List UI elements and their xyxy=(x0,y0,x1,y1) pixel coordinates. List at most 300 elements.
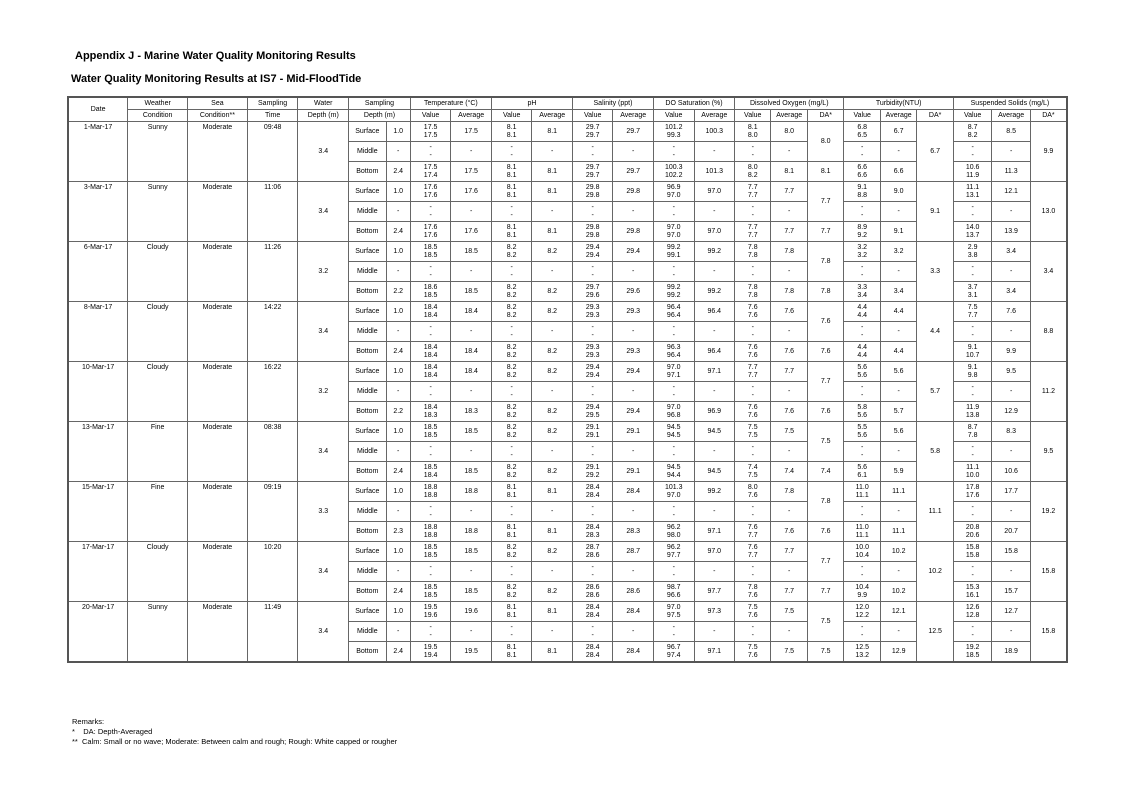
cell-temperature-values-reading: - xyxy=(429,631,432,639)
cell-salinity-values xyxy=(572,522,613,542)
cell-suspended-solids-values-reading: 20.6 xyxy=(965,531,980,539)
cell-suspended-solids-values-reading: 11.1 xyxy=(966,184,980,192)
cell-do-saturation-average: 97.7 xyxy=(694,582,735,602)
cell-salinity-values-reading: 28.4 xyxy=(585,651,600,659)
cell-dissolved-oxygen-average: 7.6 xyxy=(771,402,807,422)
cell-temperature-values-reading: 17.6 xyxy=(423,231,438,239)
cell-dissolved-oxygen-values-reading: 7.5 xyxy=(747,604,758,612)
cell-do-saturation-values xyxy=(653,362,694,382)
cell-turbidity-da: 9.1 xyxy=(917,182,954,242)
cell-do-saturation-average: 97.1 xyxy=(694,362,735,382)
cell-temperature-values xyxy=(410,142,451,162)
cell-dissolved-oxygen-da-bottom: 8.1 xyxy=(807,162,844,182)
cell-salinity-values xyxy=(572,362,613,382)
cell-sampling-depth: - xyxy=(386,262,410,282)
cell-turbidity-values-reading: 12.0 xyxy=(855,604,869,612)
cell-do-saturation-values-reading: 94.5 xyxy=(666,431,681,439)
cell-dissolved-oxygen-values xyxy=(735,402,771,422)
cell-ph-average: - xyxy=(532,562,573,582)
cell-dissolved-oxygen-average: - xyxy=(771,502,807,522)
cell-dissolved-oxygen-da-bottom: 7.5 xyxy=(807,642,844,663)
cell-dissolved-oxygen-values-reading: 7.5 xyxy=(747,471,758,479)
cell-dissolved-oxygen-values-reading: 7.8 xyxy=(747,284,758,292)
cell-dissolved-oxygen-average: - xyxy=(771,562,807,582)
cell-sampling-depth: 2.4 xyxy=(386,462,410,482)
cell-ph-values xyxy=(491,542,532,562)
cell-turbidity-values xyxy=(844,522,880,542)
cell-do-saturation-values xyxy=(653,202,694,222)
cell-ph-values-reading: 8.2 xyxy=(506,591,517,599)
subheader-turb-value: Value xyxy=(844,110,880,122)
cell-date: 1-Mar-17 xyxy=(68,122,128,182)
cell-suspended-solids-da: 15.8 xyxy=(1030,602,1067,663)
cell-ph-values-reading: 8.1 xyxy=(506,171,517,179)
cell-temperature-values-reading: - xyxy=(429,504,432,512)
cell-suspended-solids-values-reading: 8.7 xyxy=(967,424,978,432)
cell-do-saturation-values-reading: 94.5 xyxy=(666,424,681,432)
cell-dissolved-oxygen-values-reading: 7.5 xyxy=(747,431,758,439)
cell-ph-values-reading: - xyxy=(510,384,513,392)
cell-suspended-solids-da: 13.0 xyxy=(1030,182,1067,242)
cell-temperature-average: - xyxy=(451,142,492,162)
cell-suspended-solids-values-reading: 14.0 xyxy=(965,224,980,232)
cell-turbidity-da: 6.7 xyxy=(917,122,954,182)
cell-do-saturation-values-reading: 97.7 xyxy=(666,551,681,559)
cell-salinity-average: 28.4 xyxy=(613,642,654,663)
cell-dissolved-oxygen-da-surface-middle: 7.5 xyxy=(807,602,844,642)
cell-time: 09:19 xyxy=(247,482,298,542)
cell-water-depth: 3.4 xyxy=(298,122,349,182)
cell-temperature-values-reading: 18.8 xyxy=(423,524,438,532)
cell-dissolved-oxygen-values-reading: - xyxy=(751,384,754,392)
cell-do-saturation-values xyxy=(653,282,694,302)
cell-salinity-values xyxy=(572,322,613,342)
cell-dissolved-oxygen-values xyxy=(735,142,771,162)
cell-water-depth: 3.4 xyxy=(298,602,349,663)
cell-temperature-values xyxy=(410,642,451,663)
subheader-dosat-average: Average xyxy=(694,110,735,122)
cell-turbidity-values-reading: 11.0 xyxy=(855,484,869,492)
cell-suspended-solids-values-reading: 12.8 xyxy=(965,611,980,619)
cell-sea: Moderate xyxy=(188,302,248,362)
cell-turbidity-values xyxy=(844,482,880,502)
cell-do-saturation-values-reading: - xyxy=(672,264,675,272)
cell-salinity-values xyxy=(572,502,613,522)
cell-do-saturation-values xyxy=(653,522,694,542)
cell-dissolved-oxygen-values-reading: - xyxy=(751,504,754,512)
cell-salinity-values-reading: - xyxy=(591,384,594,392)
cell-suspended-solids-values xyxy=(953,622,991,642)
cell-temperature-average: 17.6 xyxy=(451,182,492,202)
cell-turbidity-values-reading: 4.4 xyxy=(857,344,868,352)
cell-ph-average: 8.2 xyxy=(532,282,573,302)
cell-dissolved-oxygen-da-bottom: 7.7 xyxy=(807,222,844,242)
cell-temperature-values xyxy=(410,202,451,222)
cell-dissolved-oxygen-values xyxy=(735,282,771,302)
cell-do-saturation-values-reading: - xyxy=(672,631,675,639)
cell-temperature-average: 17.5 xyxy=(451,162,492,182)
cell-temperature-average: 18.5 xyxy=(451,422,492,442)
header-sampling-depth-2: Depth (m) xyxy=(349,110,411,122)
cell-turbidity-values-reading: - xyxy=(861,211,864,219)
cell-dissolved-oxygen-da-surface-middle: 7.7 xyxy=(807,362,844,402)
cell-level-name: Bottom xyxy=(349,462,386,482)
cell-salinity-values-reading: 28.4 xyxy=(585,611,600,619)
cell-temperature-values-reading: - xyxy=(429,204,432,212)
cell-suspended-solids-values xyxy=(953,242,991,262)
header-ph: pH xyxy=(491,97,572,110)
cell-salinity-values xyxy=(572,262,613,282)
cell-do-saturation-values-reading: 101.2 xyxy=(664,124,683,132)
cell-suspended-solids-values-reading: 13.1 xyxy=(965,191,980,199)
cell-ph-values-reading: - xyxy=(510,151,513,159)
cell-dissolved-oxygen-values-reading: 7.5 xyxy=(747,424,758,432)
subheader-do-value: Value xyxy=(735,110,771,122)
cell-dissolved-oxygen-values-reading: - xyxy=(751,324,754,332)
cell-level-name: Surface xyxy=(349,602,386,622)
cell-salinity-values-reading: - xyxy=(591,631,594,639)
subheader-turb-average: Average xyxy=(880,110,916,122)
cell-turbidity-values xyxy=(844,642,880,663)
cell-turbidity-average: - xyxy=(880,382,916,402)
cell-turbidity-values xyxy=(844,402,880,422)
cell-temperature-values-reading: 18.5 xyxy=(423,464,438,472)
cell-salinity-values-reading: 28.6 xyxy=(585,584,600,592)
cell-turbidity-values xyxy=(844,162,880,182)
subheader-turb-da: DA* xyxy=(917,110,954,122)
cell-do-saturation-values-reading: - xyxy=(672,144,675,152)
cell-salinity-values xyxy=(572,422,613,442)
cell-dissolved-oxygen-average: 7.5 xyxy=(771,642,807,663)
cell-salinity-values-reading: - xyxy=(591,324,594,332)
cell-dissolved-oxygen-values-reading: - xyxy=(751,144,754,152)
cell-temperature-values xyxy=(410,262,451,282)
cell-dissolved-oxygen-values-reading: - xyxy=(751,451,754,459)
cell-do-saturation-values-reading: 94.5 xyxy=(666,464,681,472)
cell-turbidity-values-reading: - xyxy=(861,204,864,212)
cell-salinity-average: 28.4 xyxy=(613,482,654,502)
cell-turbidity-values-reading: 3.3 xyxy=(857,284,868,292)
cell-sampling-depth: 1.0 xyxy=(386,602,410,622)
cell-ph-average: 8.1 xyxy=(532,222,573,242)
cell-dissolved-oxygen-values-reading: 7.7 xyxy=(747,231,758,239)
cell-ph-average: - xyxy=(532,442,573,462)
cell-salinity-values-reading: - xyxy=(591,391,594,399)
cell-dissolved-oxygen-values xyxy=(735,482,771,502)
cell-dissolved-oxygen-values-reading: 7.6 xyxy=(747,411,758,419)
cell-turbidity-values xyxy=(844,602,880,622)
cell-water-depth: 3.4 xyxy=(298,302,349,362)
cell-salinity-average: 29.6 xyxy=(613,282,654,302)
cell-level-name: Surface xyxy=(349,242,386,262)
cell-dissolved-oxygen-average: 7.7 xyxy=(771,582,807,602)
cell-salinity-values-reading: 28.4 xyxy=(585,484,600,492)
cell-salinity-values-reading: 29.3 xyxy=(585,351,600,359)
cell-turbidity-values-reading: 5.8 xyxy=(857,404,868,412)
cell-dissolved-oxygen-average: 7.7 xyxy=(771,542,807,562)
cell-temperature-values xyxy=(410,602,451,622)
cell-dissolved-oxygen-values-reading: 8.1 xyxy=(747,124,758,132)
cell-do-saturation-average: - xyxy=(694,622,735,642)
cell-temperature-values xyxy=(410,462,451,482)
cell-do-saturation-values-reading: 99.2 xyxy=(666,291,681,299)
cell-dissolved-oxygen-values-reading: - xyxy=(751,564,754,572)
cell-dissolved-oxygen-values-reading: 8.0 xyxy=(747,131,758,139)
cell-do-saturation-values xyxy=(653,462,694,482)
cell-ph-average: 8.2 xyxy=(532,302,573,322)
table-row xyxy=(68,242,1067,262)
cell-turbidity-values-reading: - xyxy=(861,504,864,512)
cell-temperature-values-reading: - xyxy=(429,391,432,399)
cell-suspended-solids-average: 8.5 xyxy=(992,122,1030,142)
cell-ph-values-reading: 8.2 xyxy=(506,251,517,259)
cell-temperature-values-reading: 18.4 xyxy=(423,351,438,359)
header-salinity: Salinity (ppt) xyxy=(572,97,653,110)
cell-turbidity-values-reading: - xyxy=(861,451,864,459)
table-header xyxy=(68,97,1067,122)
cell-turbidity-values-reading: 11.1 xyxy=(855,491,869,499)
cell-water-depth: 3.4 xyxy=(298,542,349,602)
cell-suspended-solids-values-reading: 12.6 xyxy=(965,604,980,612)
cell-weather: Fine xyxy=(128,422,188,482)
cell-temperature-values-reading: 18.5 xyxy=(423,551,438,559)
cell-ph-values-reading: 8.2 xyxy=(506,304,517,312)
cell-turbidity-values xyxy=(844,142,880,162)
cell-ph-values-reading: 8.2 xyxy=(506,551,517,559)
cell-suspended-solids-average: - xyxy=(992,322,1030,342)
cell-ph-average: 8.2 xyxy=(532,422,573,442)
cell-suspended-solids-values xyxy=(953,642,991,663)
cell-ph-values xyxy=(491,422,532,442)
cell-turbidity-average: 6.6 xyxy=(880,162,916,182)
cell-turbidity-values-reading: - xyxy=(861,151,864,159)
table-row xyxy=(68,422,1067,442)
cell-suspended-solids-values-reading: - xyxy=(971,511,974,519)
cell-suspended-solids-values xyxy=(953,602,991,622)
cell-suspended-solids-average: 10.6 xyxy=(992,462,1030,482)
cell-temperature-average: 18.5 xyxy=(451,282,492,302)
cell-dissolved-oxygen-values-reading: 7.6 xyxy=(747,591,758,599)
cell-temperature-values-reading: 17.5 xyxy=(423,124,438,132)
cell-level-name: Bottom xyxy=(349,282,386,302)
cell-turbidity-average: - xyxy=(880,502,916,522)
cell-dissolved-oxygen-values-reading: 7.7 xyxy=(747,191,758,199)
cell-temperature-average: - xyxy=(451,322,492,342)
cell-salinity-values xyxy=(572,162,613,182)
cell-ph-values xyxy=(491,482,532,502)
cell-date: 3-Mar-17 xyxy=(68,182,128,242)
cell-dissolved-oxygen-average: - xyxy=(771,202,807,222)
header-time-1: Sampling xyxy=(247,97,298,110)
cell-ph-values-reading: 8.2 xyxy=(506,284,517,292)
cell-suspended-solids-values xyxy=(953,582,991,602)
cell-suspended-solids-values xyxy=(953,182,991,202)
cell-ph-values-reading: 8.1 xyxy=(506,604,517,612)
cell-suspended-solids-values xyxy=(953,522,991,542)
cell-do-saturation-values-reading: - xyxy=(672,504,675,512)
cell-dissolved-oxygen-values xyxy=(735,222,771,242)
header-sampling-depth-1: Sampling xyxy=(349,97,411,110)
cell-temperature-values xyxy=(410,522,451,542)
subheader-dosat-value: Value xyxy=(653,110,694,122)
cell-dissolved-oxygen-average: 7.7 xyxy=(771,222,807,242)
cell-salinity-average: 29.8 xyxy=(613,222,654,242)
cell-ph-values xyxy=(491,302,532,322)
table-row xyxy=(68,602,1067,622)
cell-dissolved-oxygen-values xyxy=(735,562,771,582)
table-row xyxy=(68,122,1067,142)
cell-suspended-solids-values-reading: - xyxy=(971,631,974,639)
cell-suspended-solids-da: 3.4 xyxy=(1030,242,1067,302)
cell-temperature-values xyxy=(410,162,451,182)
cell-dissolved-oxygen-values-reading: 7.6 xyxy=(747,351,758,359)
cell-turbidity-average: 12.1 xyxy=(880,602,916,622)
cell-suspended-solids-values-reading: - xyxy=(971,444,974,452)
cell-temperature-average: 19.6 xyxy=(451,602,492,622)
cell-dissolved-oxygen-values xyxy=(735,382,771,402)
cell-suspended-solids-values-reading: 9.1 xyxy=(967,344,978,352)
cell-turbidity-values-reading: - xyxy=(861,444,864,452)
cell-temperature-values-reading: - xyxy=(429,151,432,159)
cell-suspended-solids-average: 17.7 xyxy=(992,482,1030,502)
cell-ph-values-reading: 8.1 xyxy=(506,224,517,232)
cell-salinity-average: - xyxy=(613,382,654,402)
cell-suspended-solids-values-reading: 8.7 xyxy=(967,124,978,132)
cell-ph-average: 8.2 xyxy=(532,342,573,362)
cell-do-saturation-values-reading: - xyxy=(672,384,675,392)
cell-salinity-values-reading: 29.7 xyxy=(585,124,600,132)
cell-temperature-average: 19.5 xyxy=(451,642,492,663)
cell-dissolved-oxygen-values xyxy=(735,602,771,622)
cell-salinity-values-reading: 29.4 xyxy=(585,404,600,412)
cell-salinity-values-reading: - xyxy=(591,624,594,632)
cell-sea: Moderate xyxy=(188,422,248,482)
cell-suspended-solids-values-reading: 7.8 xyxy=(967,431,978,439)
cell-do-saturation-values-reading: 98.7 xyxy=(666,584,681,592)
cell-dissolved-oxygen-values-reading: 7.7 xyxy=(747,551,758,559)
cell-suspended-solids-values xyxy=(953,402,991,422)
cell-temperature-values xyxy=(410,382,451,402)
cell-temperature-values-reading: 18.5 xyxy=(423,591,438,599)
cell-suspended-solids-values-reading: 9.8 xyxy=(967,371,978,379)
cell-ph-values xyxy=(491,522,532,542)
cell-ph-values-reading: 8.2 xyxy=(506,404,517,412)
cell-temperature-values-reading: 18.5 xyxy=(423,251,438,259)
cell-dissolved-oxygen-values xyxy=(735,162,771,182)
cell-ph-average: - xyxy=(532,202,573,222)
cell-salinity-values-reading: - xyxy=(591,271,594,279)
cell-suspended-solids-values xyxy=(953,262,991,282)
cell-level-name: Surface xyxy=(349,182,386,202)
cell-do-saturation-average: - xyxy=(694,142,735,162)
cell-dissolved-oxygen-values-reading: - xyxy=(751,511,754,519)
cell-sampling-depth: - xyxy=(386,202,410,222)
cell-turbidity-average: - xyxy=(880,202,916,222)
cell-turbidity-da: 5.7 xyxy=(917,362,954,422)
cell-do-saturation-values-reading: 96.4 xyxy=(666,304,681,312)
cell-salinity-average: - xyxy=(613,622,654,642)
cell-ph-values-reading: 8.1 xyxy=(506,644,517,652)
cell-do-saturation-values-reading: 97.0 xyxy=(666,191,681,199)
cell-dissolved-oxygen-average: 7.5 xyxy=(771,422,807,442)
cell-sampling-depth: 1.0 xyxy=(386,242,410,262)
cell-salinity-average: 29.8 xyxy=(613,182,654,202)
cell-salinity-average: 29.4 xyxy=(613,402,654,422)
cell-dissolved-oxygen-values xyxy=(735,182,771,202)
cell-turbidity-values xyxy=(844,502,880,522)
cell-turbidity-da: 11.1 xyxy=(917,482,954,542)
cell-weather: Cloudy xyxy=(128,362,188,422)
cell-dissolved-oxygen-values-reading: - xyxy=(751,211,754,219)
cell-suspended-solids-values-reading: 9.1 xyxy=(967,364,978,372)
cell-turbidity-values-reading: 12.5 xyxy=(855,644,869,652)
cell-water-depth: 3.4 xyxy=(298,422,349,482)
cell-time: 14:22 xyxy=(247,302,298,362)
cell-salinity-average: 29.7 xyxy=(613,122,654,142)
cell-ph-values xyxy=(491,382,532,402)
cell-salinity-values-reading: 29.4 xyxy=(585,244,600,252)
cell-salinity-values-reading: 29.7 xyxy=(585,171,600,179)
cell-do-saturation-values xyxy=(653,242,694,262)
cell-suspended-solids-values-reading: 2.9 xyxy=(967,244,978,252)
cell-do-saturation-values xyxy=(653,182,694,202)
header-suspended-solids: Suspended Solids (mg/L) xyxy=(953,97,1067,110)
cell-suspended-solids-values xyxy=(953,142,991,162)
cell-ph-values xyxy=(491,462,532,482)
cell-dissolved-oxygen-values-reading: 7.8 xyxy=(747,291,758,299)
cell-do-saturation-values-reading: - xyxy=(672,204,675,212)
remarks-sea-condition: ** Calm: Small or no wave; Moderate: Between calm and rough; Rough: White capped or rougher xyxy=(72,737,398,746)
cell-ph-average: 8.1 xyxy=(532,182,573,202)
cell-ph-values-reading: - xyxy=(510,451,513,459)
cell-temperature-values-reading: 18.5 xyxy=(423,291,438,299)
cell-temperature-average: 18.8 xyxy=(451,522,492,542)
cell-suspended-solids-values-reading: 10.7 xyxy=(965,351,980,359)
cell-do-saturation-values-reading: 100.3 xyxy=(664,164,683,172)
cell-do-saturation-values xyxy=(653,542,694,562)
cell-sampling-depth: 2.4 xyxy=(386,222,410,242)
cell-do-saturation-average: 96.9 xyxy=(694,402,735,422)
cell-level-name: Middle xyxy=(349,202,386,222)
cell-do-saturation-values xyxy=(653,622,694,642)
cell-temperature-values xyxy=(410,582,451,602)
water-quality-table xyxy=(67,96,1068,663)
cell-level-name: Surface xyxy=(349,302,386,322)
cell-sea: Moderate xyxy=(188,122,248,182)
cell-dissolved-oxygen-values-reading: 7.6 xyxy=(747,491,758,499)
cell-do-saturation-values-reading: 96.8 xyxy=(666,411,681,419)
cell-time: 16:22 xyxy=(247,362,298,422)
cell-dissolved-oxygen-average: 7.7 xyxy=(771,362,807,382)
cell-ph-values-reading: - xyxy=(510,211,513,219)
cell-weather: Sunny xyxy=(128,122,188,182)
cell-turbidity-values xyxy=(844,242,880,262)
cell-salinity-values-reading: - xyxy=(591,511,594,519)
cell-salinity-average: - xyxy=(613,202,654,222)
cell-weather: Fine xyxy=(128,482,188,542)
cell-dissolved-oxygen-average: 7.4 xyxy=(771,462,807,482)
cell-ph-average: 8.1 xyxy=(532,482,573,502)
cell-ph-average: - xyxy=(532,262,573,282)
cell-dissolved-oxygen-average: - xyxy=(771,262,807,282)
cell-dissolved-oxygen-average: 7.5 xyxy=(771,602,807,622)
table-row xyxy=(68,482,1067,502)
cell-salinity-average: - xyxy=(613,142,654,162)
cell-dissolved-oxygen-values-reading: - xyxy=(751,151,754,159)
cell-ph-values-reading: 8.2 xyxy=(506,291,517,299)
cell-temperature-values-reading: 17.5 xyxy=(423,131,438,139)
cell-do-saturation-values-reading: 97.0 xyxy=(666,224,681,232)
